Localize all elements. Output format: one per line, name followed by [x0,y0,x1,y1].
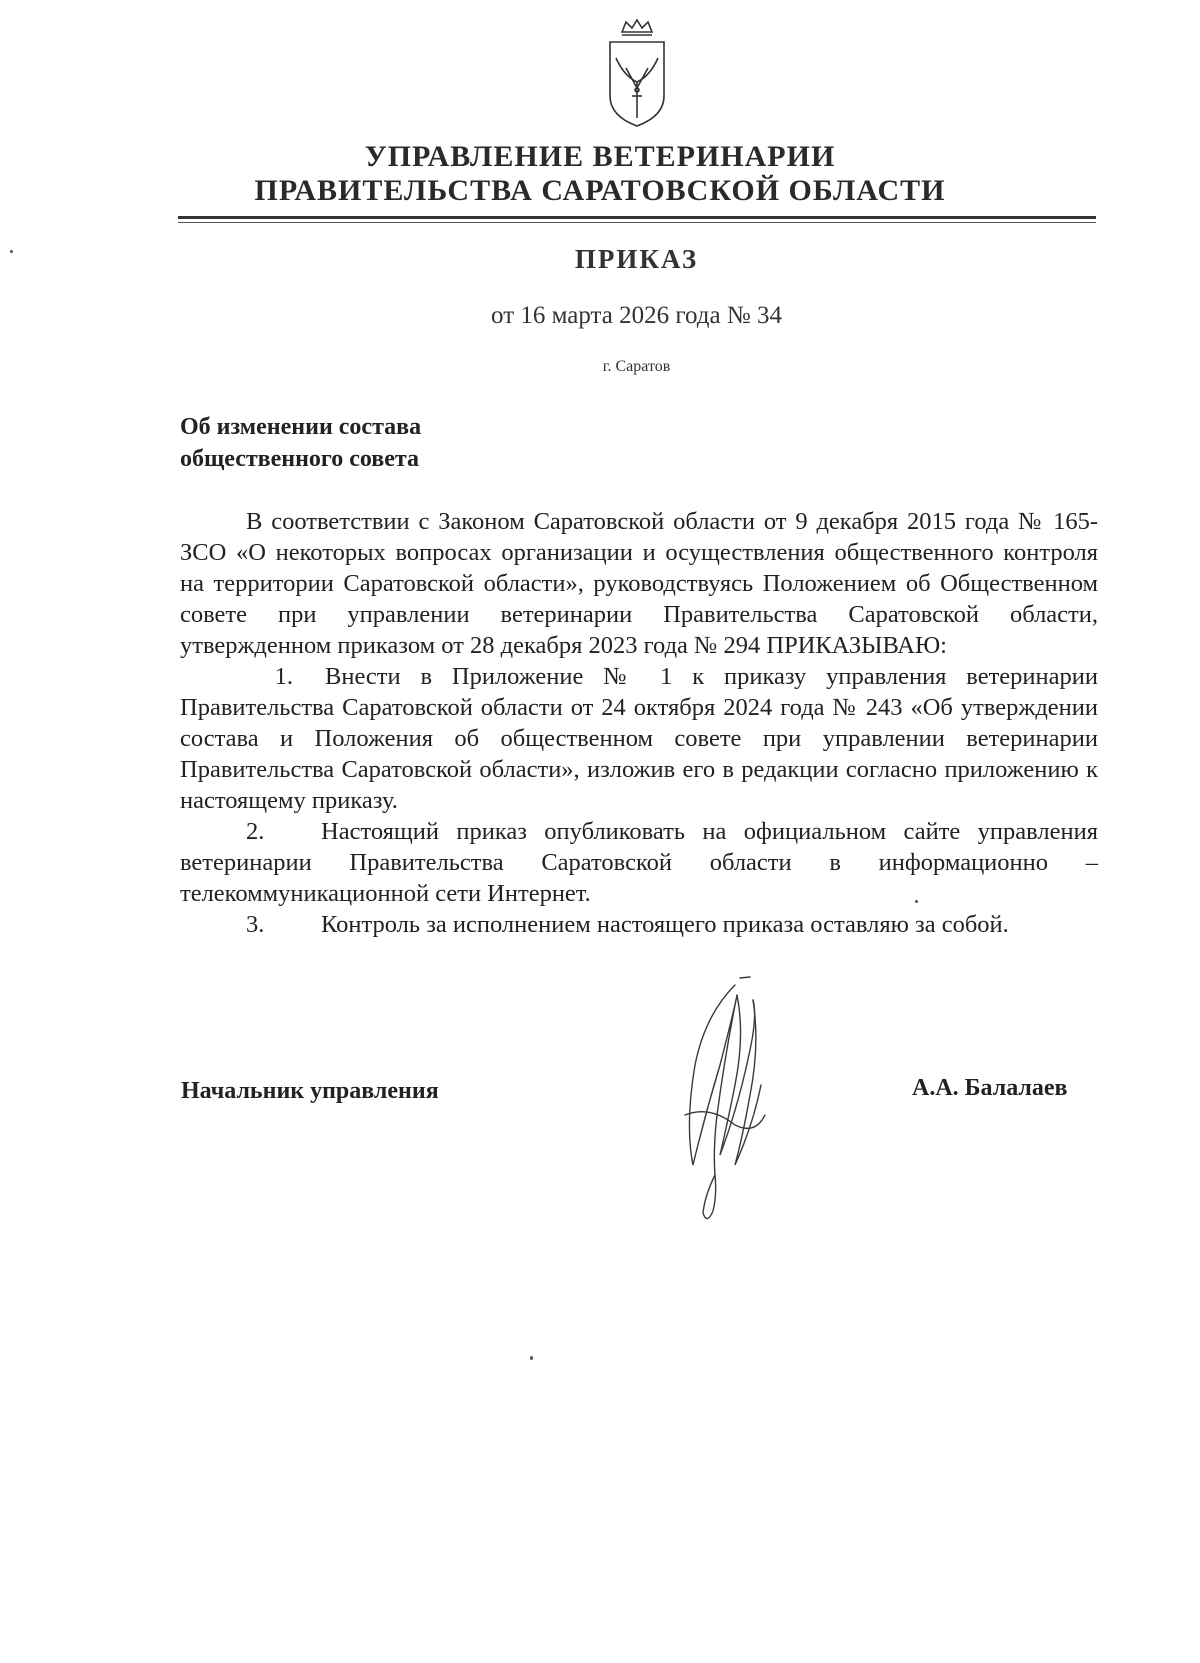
subject-line1: Об изменении состава [180,414,422,440]
list-item [180,909,1098,940]
document-body [180,506,1098,940]
scan-speck [915,900,918,903]
document-date-number: от 16 марта 2026 года № 34 [491,302,782,329]
scan-speck [10,250,13,253]
list-item [180,816,1098,909]
document-subject [180,411,421,475]
coat-of-arms-icon [604,18,670,130]
header-rule-thick [178,216,1096,219]
header-rule-thin [178,222,1096,223]
org-name-line2: ПРАВИТЕЛЬСТВА САРАТОВСКОЙ ОБЛАСТИ [254,174,946,207]
intro-paragraph: В соответствии с Законом Саратовской области от 9 декабря 2015 года № 165-ЗСО «О некоторых вопросах организации и осуществления общественного контроля на территории Саратовской области», руководствуясь Положением об Общественном совете при управлении ветеринарии Правительства Саратовской области, утвержденном приказом от 28 декабря 2023 года № 294 ПРИКАЗЫВАЮ: [180,508,1098,659]
subject-line2: общественного совета [180,446,419,472]
handwritten-signature-icon [665,975,785,1230]
document-city: г. Саратов [602,358,671,375]
list-item-number: 1. [274,663,293,690]
list-item [180,661,1098,816]
list-item-number: 3. [246,911,265,938]
list-item-number: 2. [246,818,265,845]
org-name-line1: УПРАВЛЕНИЕ ВЕТЕРИНАРИИ [364,140,836,173]
list-item-text: Настоящий приказ опубликовать на официальном сайте управления ветеринарии Правительства Саратовской области в информационно – телекоммуникационной сети Интернет. [180,818,1098,907]
list-item-text: Внести в Приложение № 1 к приказу управления ветеринарии Правительства Саратовской области от 24 октября 2024 года № 243 «Об утверждении состава и Положения об общественном совете при управлении ветеринарии Правительства Саратовской области», изложив его в редакции согласно приложению к настоящему приказу. [180,663,1098,814]
signer-name: А.А. Балалаев [912,1075,1068,1101]
signer-position: Начальник управления [181,1078,439,1104]
document-type: ПРИКАЗ [574,244,699,274]
list-item-text: Контроль за исполнением настоящего приказа оставляю за собой. [321,911,1009,938]
scan-speck [530,1356,533,1360]
